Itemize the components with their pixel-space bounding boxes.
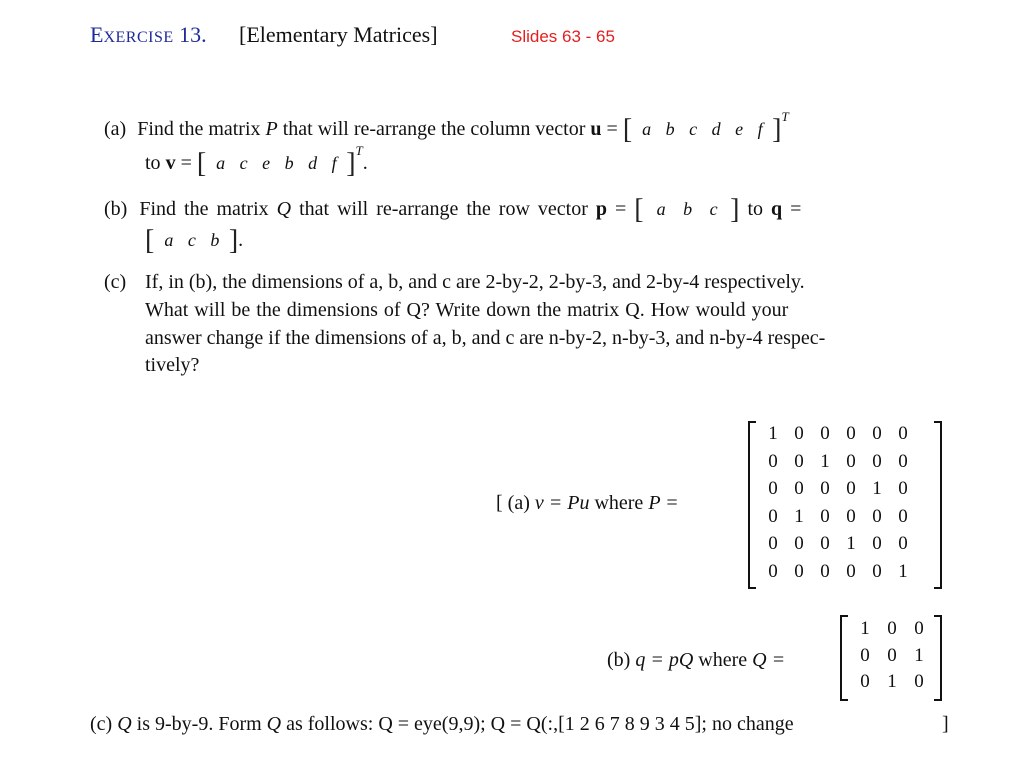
- matrix-P-cell: 1: [872, 478, 882, 499]
- matrix-P-cell: 0: [846, 478, 856, 499]
- part-b-var-q: q: [771, 198, 783, 220]
- matrix-P-cell: 0: [820, 423, 830, 444]
- q-entry: c: [187, 230, 196, 250]
- matrix-P-cell: 1: [846, 533, 856, 554]
- matrix-Q-cell: 1: [914, 644, 924, 666]
- part-b-var-Q: Q: [276, 198, 292, 220]
- matrix-P-cell: 0: [794, 533, 804, 554]
- matrix-P-cell: 0: [768, 560, 778, 582]
- matrix-P-cell: 0: [820, 533, 830, 554]
- matrix-P-cell: 1: [768, 423, 778, 444]
- matrix-Q-cell: 0: [887, 644, 897, 666]
- part-a-period: .: [362, 152, 368, 174]
- answer-a-P-equals: P =: [648, 492, 679, 514]
- matrix-Q-right-bracket: [934, 615, 942, 701]
- matrix-P-cell: 0: [794, 423, 804, 444]
- part-b-to: to: [747, 198, 763, 220]
- matrix-P-cell: 0: [768, 450, 778, 472]
- matrix-Q-left-bracket: [840, 615, 848, 701]
- matrix-P-cell: 0: [872, 423, 882, 444]
- matrix-P-cell: 0: [820, 505, 830, 527]
- answer-b-where: where: [698, 649, 748, 671]
- part-a-var-u: u: [590, 118, 602, 140]
- part-b-line1: [104, 193, 801, 223]
- matrix-Q-cell: 1: [887, 671, 897, 692]
- matrix-Q-cell: 0: [914, 618, 924, 639]
- answer-a-equation: v = Pu: [534, 492, 590, 514]
- v-entry: e: [262, 153, 271, 173]
- u-entry: d: [711, 119, 721, 139]
- part-c-line: If, in (b), the dimensions of a, b, and c are 2-by-2, 2-by-3, and 2-by-4 respectively.: [145, 271, 805, 293]
- part-a-var-P: P: [265, 118, 278, 140]
- p-entry: a: [656, 199, 666, 219]
- right-bracket: ]: [228, 225, 239, 256]
- matrix-P-cell: 0: [768, 533, 778, 554]
- part-b-equals: =: [615, 198, 627, 220]
- exercise-initial: E: [90, 22, 104, 47]
- part-a-to: to: [145, 152, 161, 174]
- matrix-P-cell: 0: [846, 450, 856, 472]
- q-entry: b: [210, 230, 220, 250]
- matrix-Q-cell: 0: [860, 671, 870, 692]
- part-a-text2: that will re-arrange the column vector: [282, 118, 586, 140]
- matrix-P-cell: 0: [898, 450, 908, 472]
- v-entry: c: [239, 153, 248, 173]
- answer-b-prefix: (b): [607, 649, 631, 671]
- part-c-line: What will be the dimensions of Q? Write down the matrix Q. How would your: [145, 299, 789, 321]
- slides-reference: Slides 63 - 65: [511, 27, 615, 46]
- v-vector: [211, 153, 346, 173]
- answer-b-equation: q = pQ: [635, 649, 694, 671]
- part-a-text1: Find the matrix: [137, 118, 261, 140]
- part-a-var-v: v: [165, 152, 176, 174]
- left-bracket: [: [634, 194, 644, 225]
- matrix-P-cell: 1: [794, 505, 804, 527]
- matrix-Q-cell: 0: [887, 618, 897, 639]
- matrix-P-cell: 0: [898, 505, 908, 527]
- answer-b-Q-equals: Q =: [752, 649, 786, 671]
- matrix-P-cell: 0: [872, 450, 882, 472]
- answer-a-lhs: [496, 489, 679, 517]
- matrix-P-cell: 0: [794, 478, 804, 499]
- matrix-P-cell: 1: [820, 450, 830, 472]
- matrix-P-right-bracket: [934, 421, 942, 589]
- u-entry: b: [665, 119, 675, 139]
- answer-c-text: is 9-by-9. Form: [136, 713, 262, 735]
- matrix-Q-cell: 0: [914, 671, 924, 692]
- part-b-text2: that will re-arrange the row vector: [299, 198, 588, 220]
- matrix-P-cell: 0: [898, 478, 908, 499]
- u-entry: f: [757, 119, 763, 139]
- matrix-P-cell: 0: [872, 505, 882, 527]
- q-vector: [159, 230, 229, 250]
- answer-c-var-Q: Q: [117, 713, 132, 735]
- v-entry: f: [331, 153, 337, 173]
- right-bracket: ]: [730, 194, 740, 225]
- answer-c-prefix: (c): [90, 713, 113, 735]
- right-bracket: ]: [346, 148, 356, 179]
- part-c-line: tively?: [145, 354, 200, 376]
- answer-c-var-Q2: Q: [266, 713, 282, 735]
- left-bracket: [: [622, 114, 633, 145]
- matrix-P-left-bracket: [748, 421, 756, 589]
- u-entry: c: [689, 119, 698, 139]
- answer-c-code: as follows: Q = eye(9,9); Q = Q(:,[1 2 6 7 8 9 3 4 5]; no change: [286, 713, 794, 735]
- answer-a-prefix: [ (a): [496, 492, 530, 514]
- u-entry: a: [642, 119, 652, 139]
- matrix-P-cell: 0: [794, 560, 804, 582]
- p-entry: b: [683, 199, 693, 219]
- p-vector: [652, 199, 731, 219]
- matrix-P-cell: 0: [846, 505, 856, 527]
- matrix-P-cell: 0: [898, 423, 908, 444]
- part-a-equals: =: [606, 118, 618, 140]
- part-b-period: .: [238, 229, 244, 251]
- matrix-P-cell: 0: [820, 560, 830, 582]
- matrix-P-cell: 1: [898, 560, 908, 582]
- part-b-label: (b): [104, 198, 128, 220]
- q-entry: a: [164, 230, 174, 250]
- u-entry: e: [735, 119, 744, 139]
- exercise-word: XERCISE: [103, 29, 174, 46]
- v-entry: a: [216, 153, 226, 173]
- matrix-P-cell: 0: [768, 478, 778, 499]
- v-entry: d: [308, 153, 318, 173]
- v-entry: b: [284, 153, 294, 173]
- answer-close-bracket: ]: [942, 713, 949, 735]
- matrix-P-cell: 0: [846, 560, 856, 582]
- left-bracket: [: [196, 148, 207, 179]
- exercise-heading: [90, 22, 207, 48]
- left-bracket: [: [145, 225, 155, 256]
- part-c-label: (c): [104, 271, 127, 293]
- matrix-Q-cell: 1: [860, 618, 870, 639]
- part-b-text1: Find the matrix: [139, 198, 269, 220]
- matrix-Q-cell: 0: [860, 644, 870, 666]
- transpose-superscript: T: [781, 109, 789, 124]
- matrix-P-cell: 0: [872, 560, 882, 582]
- exercise-topic: [Elementary Matrices]: [239, 22, 438, 47]
- p-entry: c: [709, 199, 718, 219]
- part-a-line2: [145, 143, 368, 179]
- part-c-line: answer change if the dimensions of a, b, and c are n-by-2, n-by-3, and n-by-4 respec-: [145, 327, 826, 349]
- matrix-P-cell: 0: [794, 450, 804, 472]
- matrix-P-cell: 0: [820, 478, 830, 499]
- matrix-P-cell: 0: [846, 423, 856, 444]
- matrix-P-cell: 0: [872, 533, 882, 554]
- part-b-equals2: =: [790, 198, 802, 220]
- u-vector: [637, 119, 772, 139]
- part-a-label: (a): [104, 118, 127, 140]
- part-b-line2: [145, 224, 243, 254]
- answer-b-lhs: [607, 646, 785, 674]
- answer-a-where: where: [594, 492, 644, 514]
- exercise-number: 13.: [179, 22, 207, 47]
- part-b-var-p: p: [595, 198, 607, 220]
- transpose-superscript: T: [355, 143, 363, 158]
- matrix-P-cell: 0: [898, 533, 908, 554]
- matrix-P-cell: 0: [768, 505, 778, 527]
- part-a-line1: [104, 109, 789, 145]
- right-bracket: ]: [772, 114, 782, 145]
- answer-c-line: [90, 710, 794, 738]
- part-a-equals2: =: [180, 152, 192, 174]
